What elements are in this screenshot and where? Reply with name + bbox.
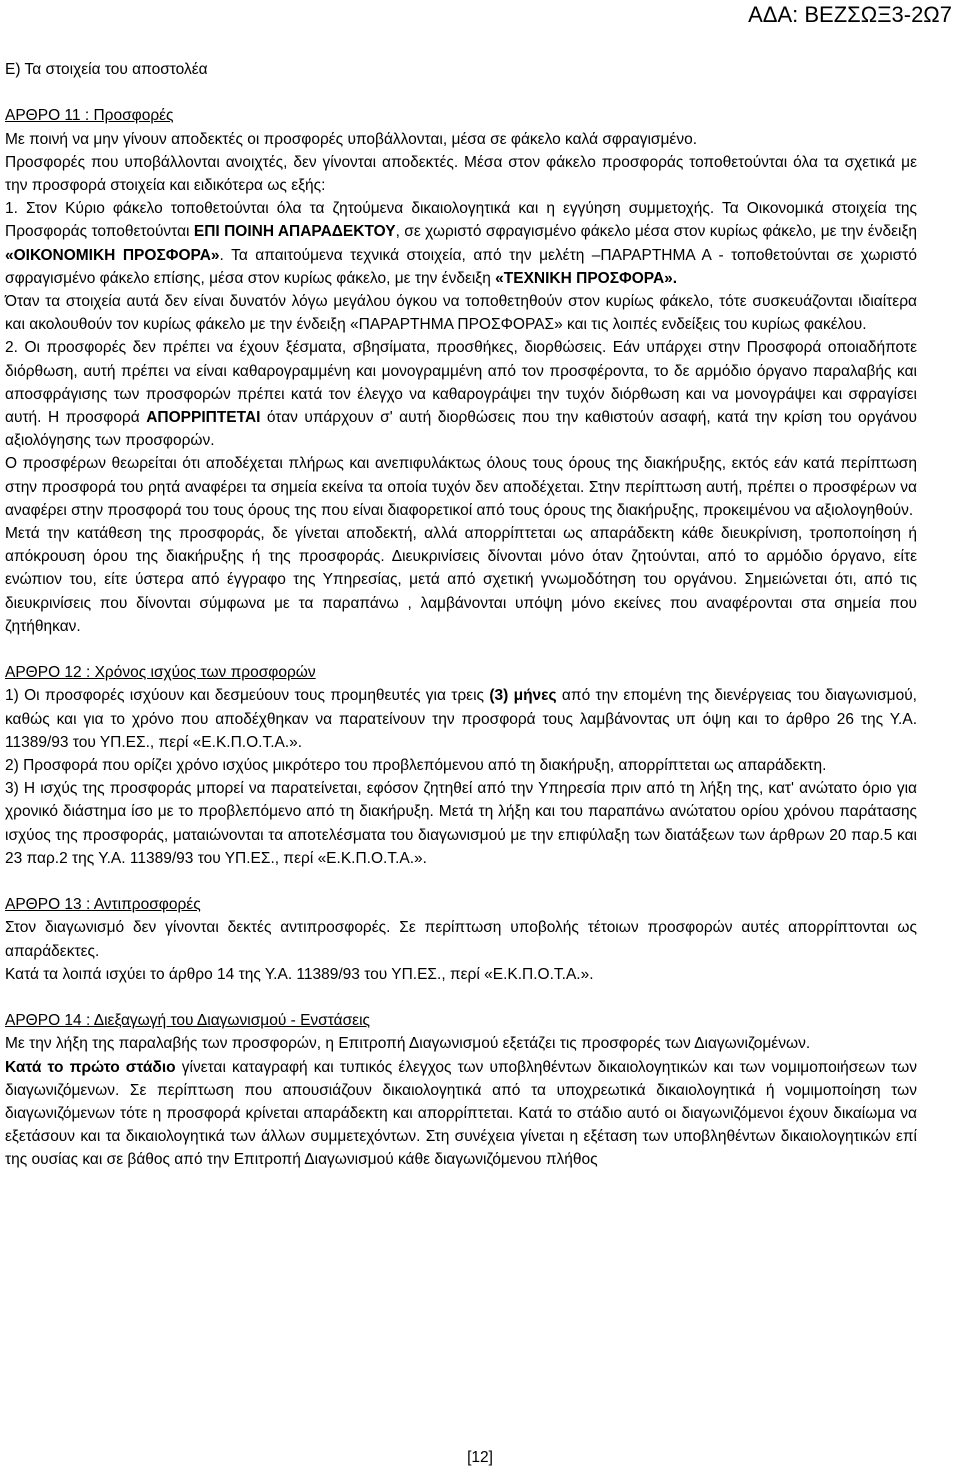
page-number: [12] bbox=[467, 1449, 493, 1466]
article-13-heading: ΑΡΘΡΟ 13 : Αντιπροσφορές bbox=[5, 896, 201, 914]
article-12-heading: ΑΡΘΡΟ 12 : Χρόνος ισχύος των προσφορών bbox=[5, 664, 316, 682]
article-12-paragraph-1: 1) Οι προσφορές ισχύουν και δεσμεύουν τους προμηθευτές για τρεις (3) μήνες από την επομένη της διενέργειας του διαγωνισμού, καθώς και για το χρόνο που αποδέχθηκαν να παρατείνουν την προσφορά τους λαμβάνοντας υπ όψη και το άρθρο 26 της Υ.Α. 11389/93 του ΥΠ.ΕΣ., περί «Ε.Κ.Π.Ο.Τ.Α.». bbox=[5, 687, 917, 751]
article-11-paragraph-1: 1. Στον Κύριο φάκελο τοποθετούνται όλα τα ζητούμενα δικαιολογητικά και η εγγύηση συμμετοχής. Τα Οικονομικά στοιχεία της Προσφοράς τοποθετούνται ΕΠΙ ΠΟΙΝΗ ΑΠΑΡΑΔΕΚΤΟΥ, σε χωριστό σφραγισμένο φάκελο μέσα στον κυρίως φάκελο, με την ένδειξη «ΟΙΚΟΝΟΜΙΚΗ ΠΡΟΣΦΟΡΑ». Τα απαιτούμενα τεχνικά στοιχεία, από την μελέτη –ΠΑΡΑΡΤΗΜΑ Α - τοποθετούνται σε χωριστό σφραγισμένο φάκελο επίσης, μέσα στον κυρίως φάκελο, με την ένδειξη «ΤΕΧΝΙΚΗ ΠΡΟΣΦΟΡΑ». bbox=[5, 200, 918, 287]
article-11-paragraph-3: Ο προσφέρων θεωρείται ότι αποδέχεται πλήρως και ανεπιφυλάκτως όλους τους όρους της διακήρυξης, εκτός εάν κατά περίπτωση στην προσφορά του ρητά αναφέρει τα σημεία εκείνα τα οποία τυχόν δεν αποδέχεται. Στην περίπτωση αυτή, πρέπει ο προσφέρων να αναφέρει στην προσφορά του τους όρους της που είναι διαφορετικοί από τους όρους της διακήρυξης, προκειμένου να αξιολογηθούν. bbox=[5, 455, 917, 519]
article-11-line-2: Προσφορές που υποβάλλονται ανοιχτές, δεν γίνονται αποδεκτές. Μέσα στον φάκελο προσφοράς τοποθετούνται όλα τα σχετικά με την προσφορά στοιχεία και ειδικότερα ως εξής: bbox=[5, 153, 917, 194]
article-12-paragraph-3: 3) Η ισχύς της προσφοράς μπορεί να παρατείνεται, εφόσον ζητηθεί από την Υπηρεσία πριν από τη λήξη της, κατ' ανώτατο όριο για χρονικό διάστημα ίσο με το προβλεπόμενο από τη διακήρυξη. Μετά τη λήξη και του παραπάνω ανώτατου ορίου χρόνου παράτασης ισχύος της προσφοράς, ματαιώνονται τα αποτελέσματα του διαγωνισμού με την επιφύλαξη των διατάξεων των άρθρων 20 παρ.5 και 23 παρ.2 της Υ.Α. 11389/93 του ΥΠ.ΕΣ., περί «Ε.Κ.Π.Ο.Τ.Α.». bbox=[5, 780, 917, 867]
article-13-paragraph-1: Στον διαγωνισμό δεν γίνονται δεκτές αντιπροσφορές. Σε περίπτωση υποβολής τέτοιων προσφορών αυτές απορρίπτονται ως απαράδεκτες. bbox=[5, 919, 917, 960]
article-13-paragraph-2: Κατά τα λοιπά ισχύει το άρθρο 14 της Υ.Α. 11389/93 του ΥΠ.ΕΣ., περί «Ε.Κ.Π.Ο.Τ.Α.». bbox=[5, 965, 594, 983]
article-14-heading: ΑΡΘΡΟ 14 : Διεξαγωγή του Διαγωνισμού - Ενστάσεις bbox=[5, 1012, 370, 1030]
document-body bbox=[5, 58, 917, 1172]
section-e-title: Ε) Τα στοιχεία του αποστολέα bbox=[5, 61, 208, 78]
article-12-paragraph-2: 2) Προσφορά που ορίζει χρόνο ισχύος μικρότερο του προβλεπόμενου από τη διακήρυξη, απορρίπτεται ως απαράδεκτη. bbox=[5, 757, 827, 775]
article-11-line-1: Με ποινή να μην γίνουν αποδεκτές οι προσφορές υποβάλλονται, μέσα σε φάκελο καλά σφραγισμένο. bbox=[5, 130, 698, 148]
article-11-paragraph-2: 2. Οι προσφορές δεν πρέπει να έχουν ξέσματα, σβησίματα, προσθήκες, διορθώσεις. Εάν υπάρχει στην Προσφορά οποιαδήποτε διόρθωση, αυτή πρέπει να είναι καθαρογραμμένη και μονογραμμένη από τον προσφέροντα, το δε αρμόδιο όργανο παραλαβής και αποσφράγισης των προσφορών πρέπει κατά τον έλεγχο να καθαρογράψει την τυχόν διόρθωση και να μονογράψει και σφραγίσει αυτή. Η προσφορά ΑΠΟΡΡΙΠΤΕΤΑΙ όταν υπάρχουν σ' αυτή διορθώσεις που την καθιστούν ασαφή, κατά την κρίση του οργάνου αξιολόγησης των προσφορών. bbox=[5, 339, 917, 450]
article-11-paragraph-1-cont: Όταν τα στοιχεία αυτά δεν είναι δυνατόν λόγω μεγάλου όγκου να τοποθετηθούν στον κυρίως φάκελο, τότε συσκευάζονται ιδιαίτερα και ακολουθούν τον κυρίως φάκελο με την ένδειξη «ΠΑΡΑΡΤΗΜΑ ΠΡΟΣΦΟΡΑΣ» και τις λοιπές ενδείξεις του κυρίως φακέλου. bbox=[5, 293, 917, 334]
article-14-paragraph-1: Με την λήξη της παραλαβής των προσφορών, η Επιτροπή Διαγωνισμού εξετάζει τις προσφορές των Διαγωνιζομένων. bbox=[5, 1035, 811, 1053]
article-11-heading: ΑΡΘΡΟ 11 : Προσφορές bbox=[5, 107, 174, 125]
article-11-paragraph-4: Μετά την κατάθεση της προσφοράς, δε γίνεται αποδεκτή, αλλά απορρίπτεται ως απαράδεκτη κάθε διευκρίνιση, τροποποίηση ή απόκρουση όρου της διακήρυξης ή της προσφοράς. Διευκρινίσεις δίνονται μόνο όταν ζητούνται, από το αρμόδιο όργανο, είτε ενώπιον του, είτε ύστερα από έγγραφο της Υπηρεσίας, μετά από σχετική γνωμοδότηση του οργάνου. Σημειώνεται ότι, από τις διευκρινίσεις που δίνονται σύμφωνα με τα παραπάνω , λαμβάνονται υπόψη μόνο εκείνες που αναφέρονται στα σημεία που ζητήθηκαν. bbox=[5, 525, 917, 635]
article-14-paragraph-2: Κατά το πρώτο στάδιο γίνεται καταγραφή και τυπικός έλεγχος των υποβληθέντων δικαιολογητικών και των νομιμοποιήσεων των διαγωνιζόμενων. Σε περίπτωση που απουσιάζουν δικαιολογητικά από τα υποχρεωτικά δικαιολογητικά ή νομιμοποίηση των διαγωνιζόμενων τότε η προσφορά κρίνεται απαράδεκτη και απορρίπτεται. Κατά το στάδιο αυτό οι διαγωνιζόμενοι έχουν δικαίωμα να εξετάσουν και τα δικαιολογητικά των άλλων συμμετεχόντων. Στη συνέχεια γίνεται η εξέταση των υποβληθέντων δικαιολογητικών επί της ουσίας και σε βάθος από την Επιτροπή Διαγωνισμού κάθε διαγωνιζόμενου πλήθος bbox=[5, 1058, 917, 1169]
ada-code: ΑΔΑ: ΒΕΖΣΩΞ3-2Ω7 bbox=[748, 2, 952, 27]
